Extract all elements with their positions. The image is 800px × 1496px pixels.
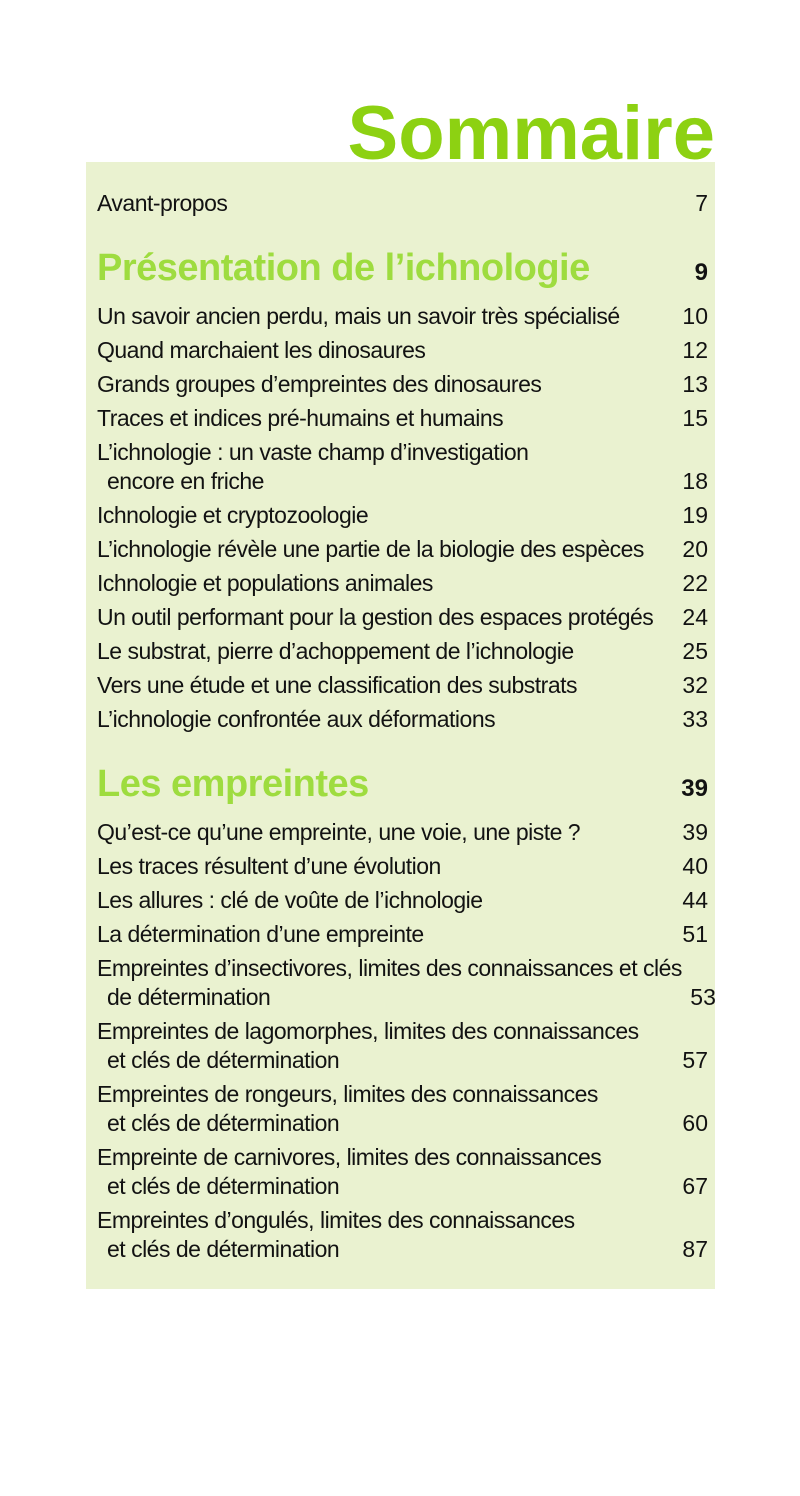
- section-entries: [97, 818, 716, 1264]
- entry-line: Empreintes d’ongulés, limites des connaissances: [97, 1207, 575, 1233]
- entry-page-number: 10: [682, 303, 708, 329]
- entry-page-number: 60: [682, 1110, 708, 1136]
- entry-line: Empreinte de carnivores, limites des connaissances: [97, 1144, 602, 1170]
- entry-text: [97, 189, 674, 218]
- entry-text: [97, 705, 674, 734]
- entry-line: de détermination: [107, 984, 271, 1010]
- entry-page-number: 40: [682, 853, 708, 879]
- entry-page-number: 39: [682, 819, 708, 845]
- toc-entry: [97, 852, 708, 881]
- entry-line: et clés de détermination: [107, 1236, 340, 1262]
- entry-text: [97, 336, 674, 365]
- toc-entry: [97, 370, 708, 399]
- entry-page-number: 32: [682, 672, 708, 698]
- entry-text: [97, 370, 674, 399]
- toc-section: [97, 762, 716, 1264]
- page-title: Sommaire: [347, 91, 715, 176]
- entry-text: [97, 535, 674, 564]
- entry-text: [97, 1206, 674, 1264]
- entry-line: Qu’est-ce qu’une empreinte, une voie, une piste ?: [97, 819, 581, 845]
- sections-container: [97, 246, 716, 1264]
- toc-entry: [97, 1206, 708, 1264]
- entry-text: [97, 603, 674, 632]
- entry-line: et clés de détermination: [107, 1173, 340, 1199]
- entry-line: et clés de détermination: [107, 1110, 340, 1136]
- toc-entry: [97, 671, 708, 700]
- entry-text: [97, 1143, 674, 1201]
- entry-text: [97, 886, 674, 915]
- toc-entry: [97, 1143, 708, 1201]
- entry-line: Ichnologie et populations animales: [97, 570, 433, 596]
- toc-entry: [97, 637, 708, 666]
- section-heading: [97, 762, 708, 806]
- entry-text: [97, 852, 674, 881]
- entry-text: [97, 637, 674, 666]
- entry-line: Un savoir ancien perdu, mais un savoir très spécialisé: [97, 303, 620, 329]
- toc-entry: [97, 818, 708, 847]
- entry-page-number: 22: [682, 570, 708, 596]
- entry-text: [97, 302, 674, 331]
- entry-line: Un outil performant pour la gestion des espaces protégés: [97, 604, 654, 630]
- entry-page-number: 19: [682, 502, 708, 528]
- entry-page-number: 67: [682, 1173, 708, 1199]
- section-heading: [97, 246, 708, 290]
- entry-line: Traces et indices pré-humains et humains: [97, 405, 504, 431]
- toc-entry: [97, 705, 708, 734]
- toc-entry: [97, 501, 708, 530]
- toc-entry: [97, 920, 708, 949]
- section-entries: [97, 302, 708, 734]
- toc-entry: [97, 1017, 708, 1075]
- entry-line: Vers une étude et une classification des substrats: [97, 672, 578, 698]
- toc-entry: [97, 569, 708, 598]
- entry-page-number: 25: [682, 638, 708, 664]
- toc-entry: [97, 302, 708, 331]
- entry-text: [97, 920, 674, 949]
- entry-line: encore en friche: [107, 468, 264, 494]
- entry-text: [97, 438, 674, 496]
- entry-page-number: 53: [690, 984, 716, 1010]
- section-page-number: 9: [694, 259, 708, 286]
- entry-page-number: 44: [682, 887, 708, 913]
- entry-page-number: 20: [682, 536, 708, 562]
- toc-entry: [97, 336, 708, 365]
- entry-line: L’ichnologie révèle une partie de la biologie des espèces: [97, 536, 644, 562]
- entry-page-number: 12: [682, 337, 708, 363]
- entry-text: [97, 404, 674, 433]
- entry-page-number: 57: [682, 1047, 708, 1073]
- entry-page-number: 7: [695, 190, 708, 216]
- section-title: Les empreintes: [97, 763, 369, 805]
- section-page-number: 39: [681, 775, 708, 802]
- section-title: Présentation de l’ichnologie: [97, 247, 590, 289]
- entry-text: [97, 1017, 674, 1075]
- entry-line: Quand marchaient les dinosaures: [97, 337, 426, 363]
- toc-section: [97, 246, 708, 734]
- toc-entry: [97, 1080, 708, 1138]
- entry-line: Grands groupes d’empreintes des dinosaures: [97, 371, 542, 397]
- entry-line: La détermination d’une empreinte: [97, 921, 424, 947]
- entry-line: Le substrat, pierre d’achoppement de l’ichnologie: [97, 638, 574, 664]
- entry-page-number: 13: [682, 371, 708, 397]
- entry-page-number: 18: [682, 468, 708, 494]
- entry-page-number: 51: [682, 921, 708, 947]
- toc-entry: [97, 886, 708, 915]
- toc-entry: [97, 438, 708, 496]
- entry-page-number: 33: [682, 706, 708, 732]
- entry-line: Les traces résultent d’une évolution: [97, 853, 441, 879]
- entry-page-number: 15: [682, 405, 708, 431]
- entry-text: [97, 818, 674, 847]
- entry-line: Empreintes de lagomorphes, limites des connaissances: [97, 1018, 639, 1044]
- entry-page-number: 24: [682, 604, 708, 630]
- entry-line: et clés de détermination: [107, 1047, 340, 1073]
- entry-page-number: 87: [682, 1236, 708, 1262]
- entry-line: L’ichnologie : un vaste champ d’investigation: [97, 439, 529, 465]
- entry-line: Les allures : clé de voûte de l’ichnologie: [97, 887, 483, 913]
- entry-line: Avant-propos: [97, 190, 228, 216]
- entry-line: L’ichnologie confrontée aux déformations: [97, 706, 496, 732]
- entry-text: [97, 954, 682, 1012]
- toc-entry: [97, 954, 716, 1012]
- entry-text: [97, 569, 674, 598]
- toc-entry: [97, 603, 708, 632]
- entry-line: Empreintes d’insectivores, limites des connaissances et clés: [97, 955, 682, 981]
- entry-text: [97, 501, 674, 530]
- toc-entry: [97, 404, 708, 433]
- toc-panel: [86, 162, 715, 1289]
- entry-text: [97, 671, 674, 700]
- entry-line: Ichnologie et cryptozoologie: [97, 502, 369, 528]
- toc-entry-avant-propos: [97, 189, 708, 218]
- toc-entry: [97, 535, 708, 564]
- entry-line: Empreintes de rongeurs, limites des connaissances: [97, 1081, 598, 1107]
- entry-text: [97, 1080, 674, 1138]
